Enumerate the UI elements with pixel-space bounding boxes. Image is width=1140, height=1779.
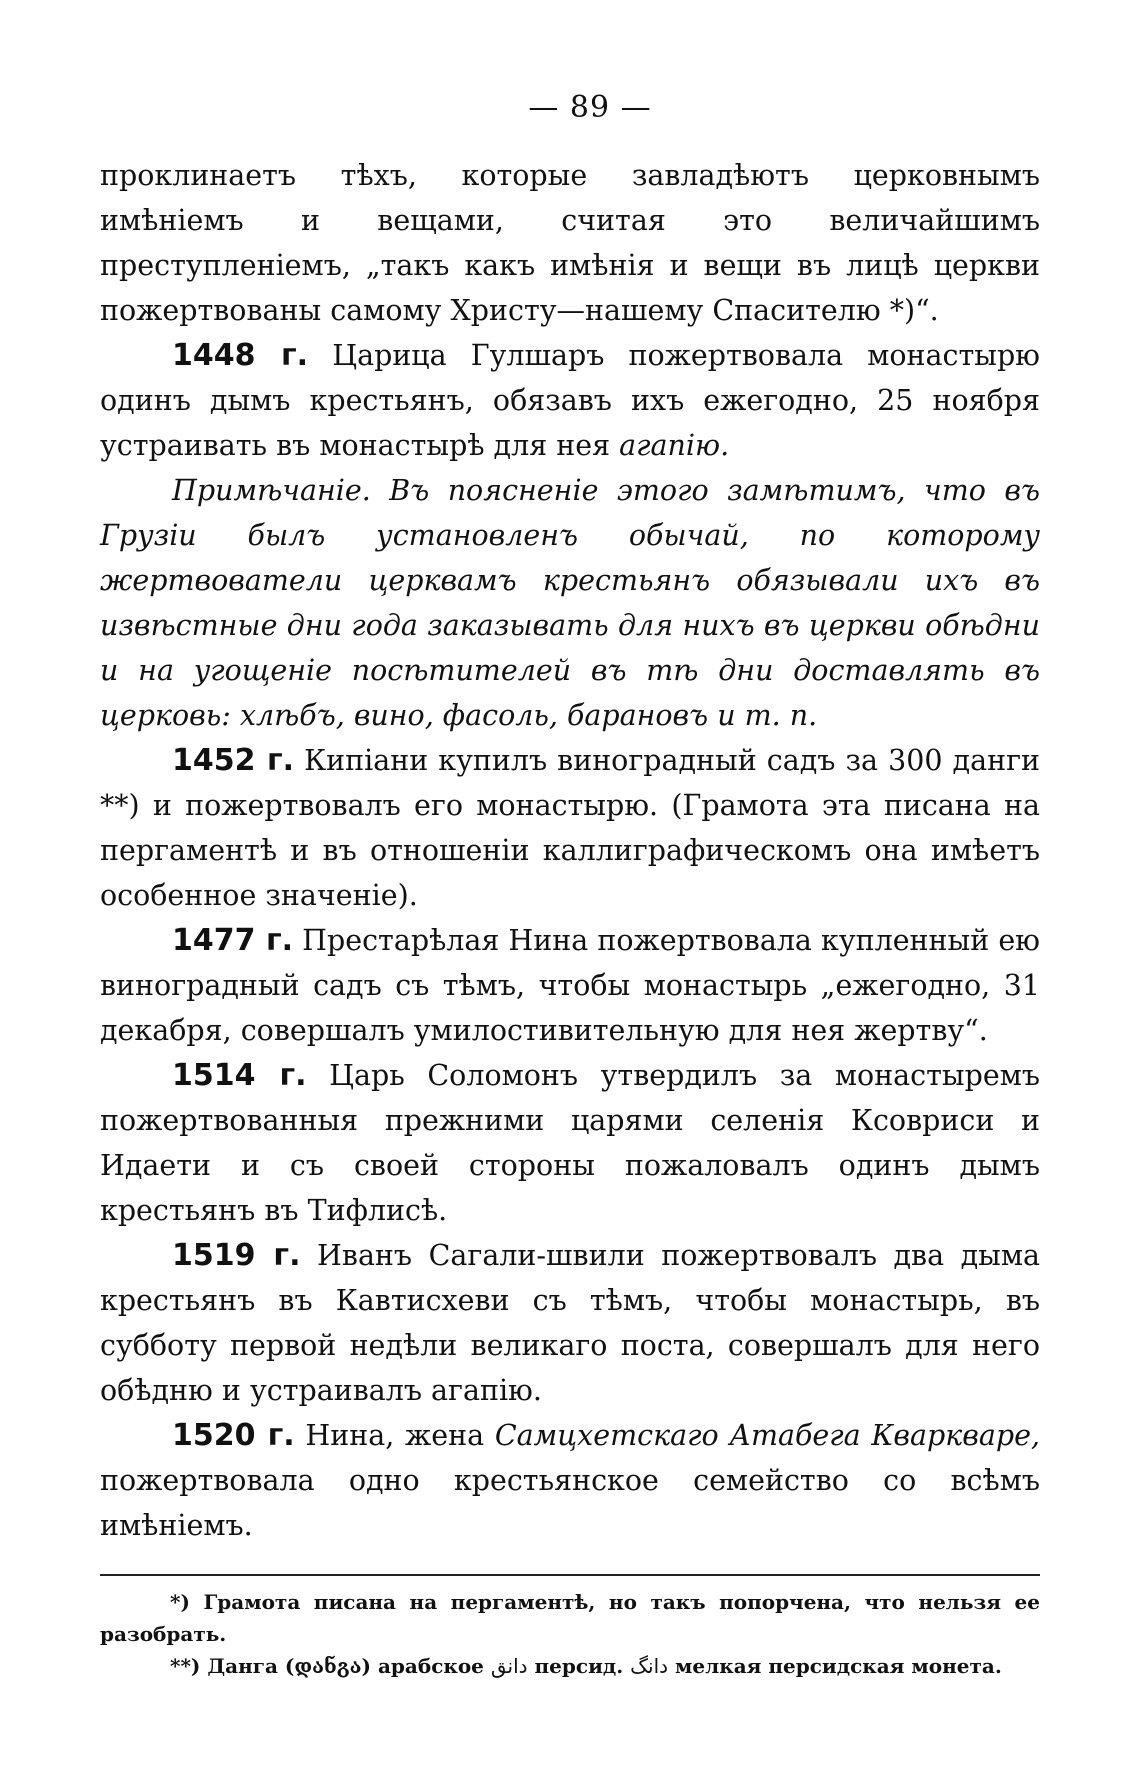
paragraph-1448-italic: агапію.: [619, 429, 730, 462]
footnote-divider: [100, 1574, 1040, 1576]
paragraph-1520-italic: Самцхетскаго Атабега Кваркваре,: [494, 1419, 1040, 1452]
paragraph-1520-text: Нина, жена: [294, 1419, 495, 1452]
paragraph-1519: [100, 1233, 1040, 1413]
year-1520: 1520 г.: [172, 1418, 295, 1453]
note-text: Въ поясненіе этого замѣтимъ, что въ Грузіи былъ установленъ обычай, по которому жертвователи церквамъ крестьянъ обязывали ихъ въ извѣстные дни года заказывать для нихъ въ церкви обѣдни и на угощеніе посѣтителей въ тѣ дни доставлять въ церковь: хлѣбъ, вино, фасоль, барановъ и т. п.: [100, 474, 1040, 732]
paragraph-1448-text: Царица Гулшаръ пожертвовала монастырю одинъ дымъ крестьянъ, обязавъ ихъ ежегодно, 25 ноября устраивать въ монастырѣ для нея: [100, 339, 1040, 462]
paragraph-1452: [100, 738, 1040, 918]
paragraph-1448: [100, 333, 1040, 468]
paragraph-continuation: проклинаетъ тѣхъ, которые завладѣютъ церковнымъ имѣніемъ и вещами, считая это величайшимъ преступленіемъ, „такъ какъ имѣнія и вещи въ лицѣ церкви пожертвованы самому Христу—нашему Спасителю *)“.: [100, 159, 1040, 327]
year-1514: 1514 г.: [172, 1058, 307, 1093]
footnote-2-arabic-1: دانق: [490, 1654, 528, 1678]
page-number: — 89 —: [528, 90, 652, 125]
footnote-2-text-c: мелкая персидская монета.: [668, 1654, 1002, 1678]
year-1477: 1477 г.: [172, 923, 294, 958]
year-1519: 1519 г.: [172, 1238, 301, 1273]
paragraph-1477-text: Престарѣлая Нина пожертвовала купленный ею виноградный садъ съ тѣмъ, чтобы монастырь „ежегодно, 31 декабря, совершалъ умилостивительную для нея жертву“.: [100, 924, 1040, 1047]
paragraph-1520: [100, 1413, 1040, 1548]
year-1448: 1448 г.: [172, 338, 309, 373]
paragraph-1477: [100, 918, 1040, 1053]
body-text: [100, 153, 1040, 1548]
note-paragraph: [100, 468, 1040, 738]
paragraph-1520-text-end: пожертвовала одно крестьянское семейство со всѣмъ имѣніемъ.: [100, 1464, 1040, 1542]
paragraph-1514: [100, 1053, 1040, 1233]
paragraph-1514-text: Царь Соломонъ утвердилъ за монастыремъ пожертвованныя прежними царями селенія Ксовриси и Идаети и съ своей стороны пожаловалъ одинъ дымъ крестьянъ въ Тифлисѣ.: [100, 1059, 1040, 1227]
footnote-2-text-b: персид.: [527, 1654, 631, 1678]
footnote-1: *) Грамота писана на пергаментѣ, но такъ попорчена, что нельзя ее разобрать.: [100, 1590, 1040, 1646]
paragraph-1519-text: Иванъ Сагали-швили пожертвовалъ два дыма крестьянъ въ Кавтисхеви съ тѣмъ, чтобы монастырь, въ субботу первой недѣли великаго поста, совершалъ для него обѣдню и устраивалъ агапію.: [100, 1239, 1041, 1407]
footnote-2: [100, 1650, 1040, 1682]
footnote-2-text-a: **) Данга (დანგა) арабское: [170, 1654, 491, 1678]
year-1452: 1452 г.: [172, 743, 295, 778]
footnotes: [100, 1586, 1040, 1682]
footnote-2-arabic-2: دانگ: [630, 1654, 669, 1678]
paragraph-1452-text: Кипіани купилъ виноградный садъ за 300 данги **) и пожертвовалъ его монастырю. (Грамота эта писана на пергаментѣ и въ отношеніи каллиграфическомъ она имѣетъ особенное значеніе).: [100, 744, 1040, 912]
note-label: Примѣчаніе.: [172, 474, 371, 507]
